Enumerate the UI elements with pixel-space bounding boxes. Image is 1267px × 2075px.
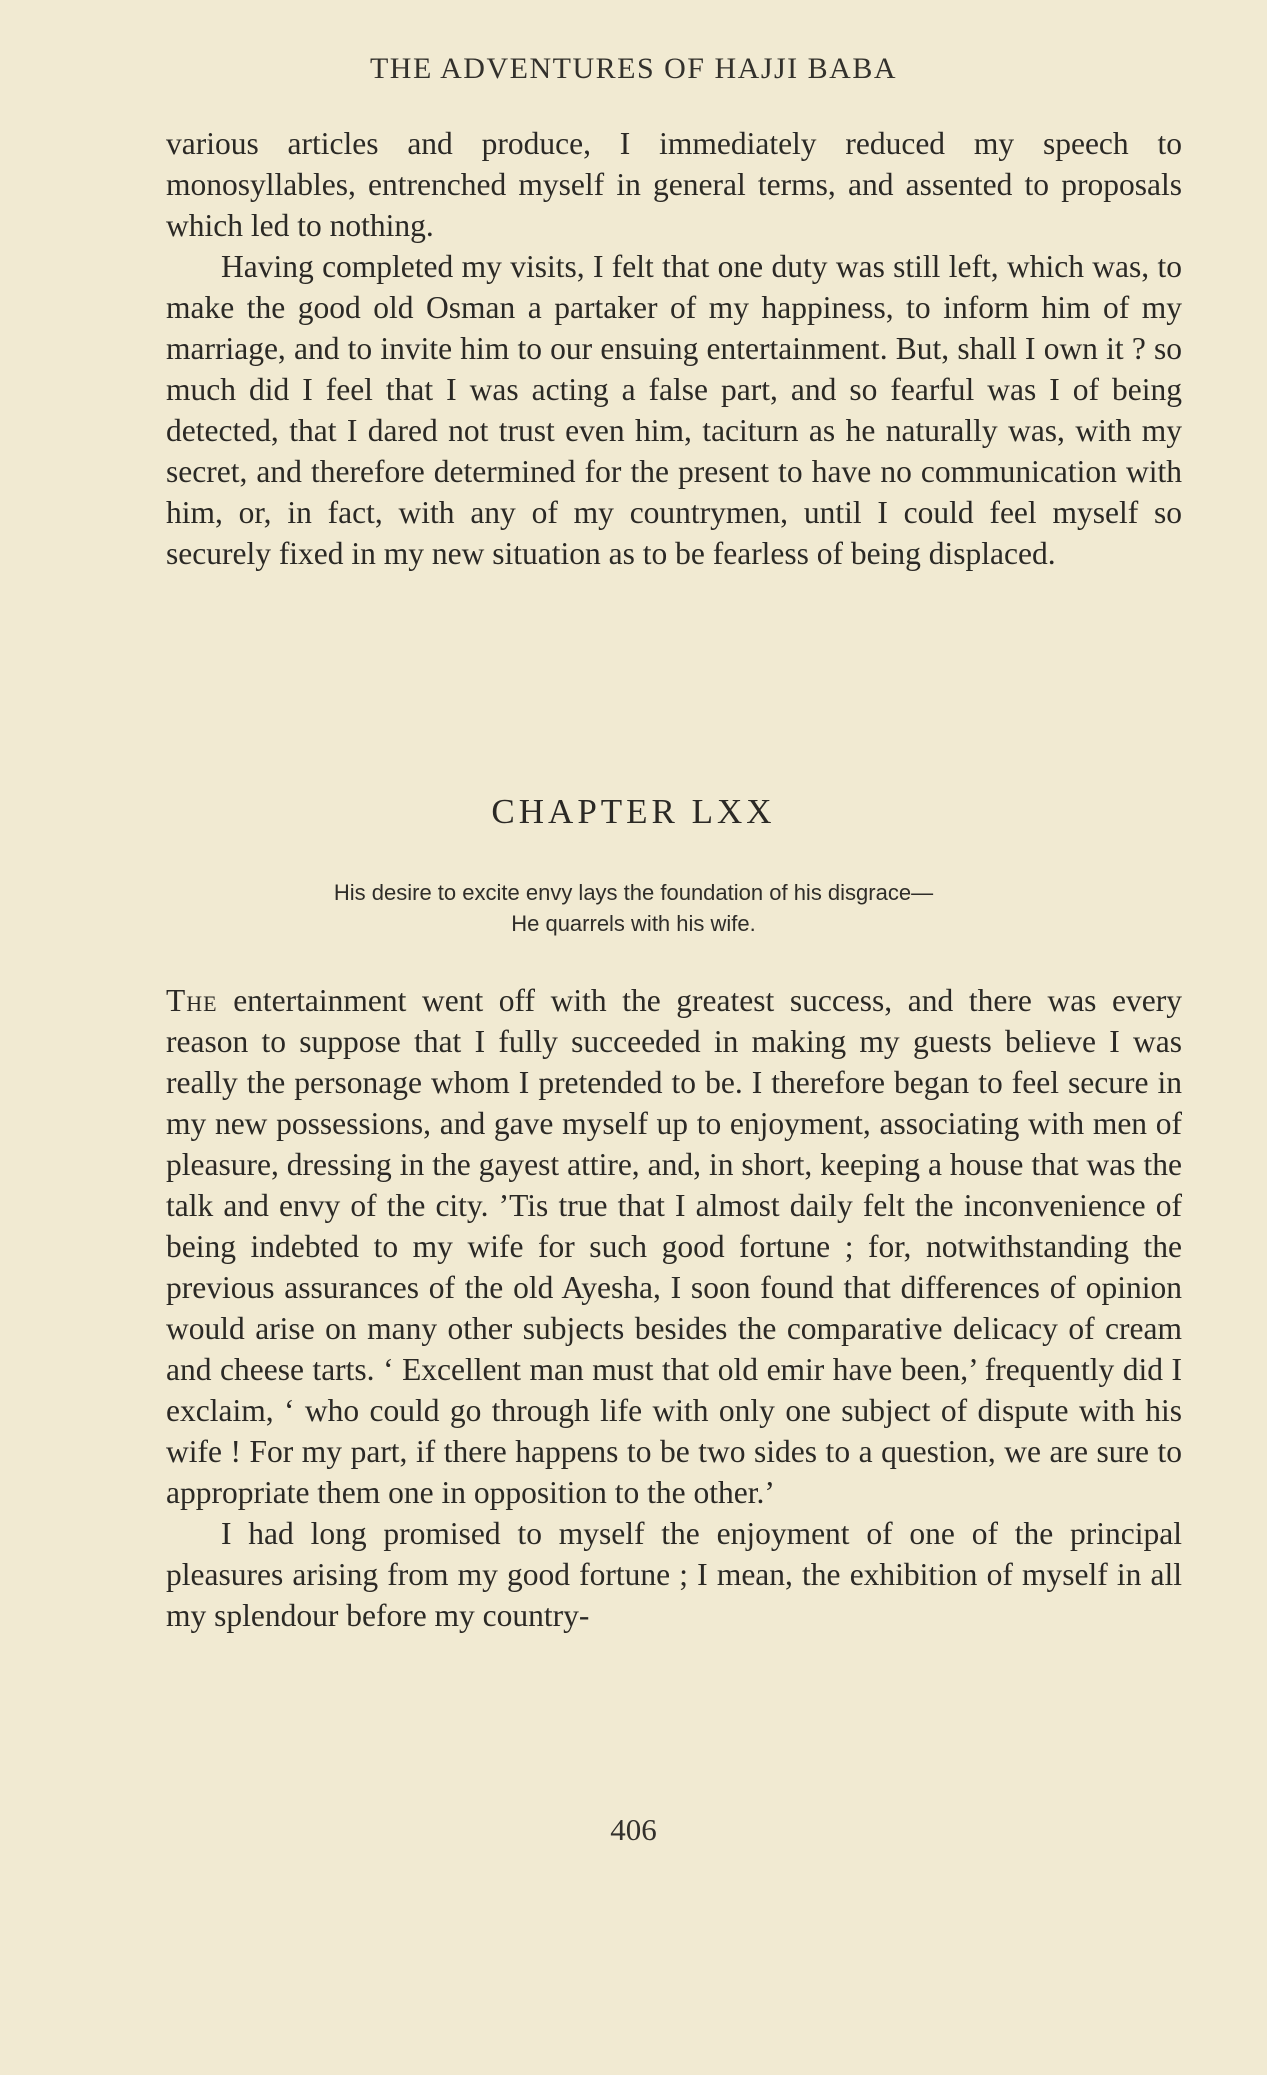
continued-text bbox=[166, 123, 1182, 574]
chapter-summary-line-2: He quarrels with his wife. bbox=[511, 911, 756, 936]
running-head: THE ADVENTURES OF HAJJI BABA bbox=[369, 52, 898, 85]
chapter-summary bbox=[0, 877, 1267, 939]
page-number: 406 bbox=[610, 1812, 657, 1847]
chapter-text bbox=[166, 980, 1182, 1636]
chapter-summary-line-1: His desire to excite envy lays the foundation of his disgrace— bbox=[333, 880, 934, 905]
chapter-paragraph-1 bbox=[166, 980, 1182, 1513]
chapter-title: CHAPTER LXX bbox=[491, 792, 776, 831]
paragraph-visits: Having completed my visits, I felt that one duty was still left, which was, to make the good old Osman a partaker of my happiness, to inform him of my marriage, and to invite him to our ensuing entertainment. But, shall I own it ? so much did I feel that I was acting a false part, and so fearful was I of being detected, that I dared not trust even him, taciturn as he naturally was, with my secret, and therefore determined for the present to have no communication with him, or, in fact, with any of my countrymen, until I could feel myself so securely fixed in my new situation as to be fearless of being displaced. bbox=[166, 249, 1182, 571]
paragraph-continued: various articles and produce, I immediately reduced my speech to monosyllables, entrenched myself in general terms, and assented to proposals which led to nothing. bbox=[166, 126, 1182, 243]
chapter-opening-word: The bbox=[166, 983, 218, 1018]
chapter-paragraph-2: I had long promised to myself the enjoyment of one of the principal pleasures arising from my good fortune ; I mean, the exhibition of myself in all my splendour before my country- bbox=[166, 1516, 1182, 1633]
chapter-paragraph-1-text: entertainment went off with the greatest success, and there was every reason to suppose that I fully succeeded in making my guests believe I was really the personage whom I pretended to be. I therefore began to feel secure in my new possessions, and gave myself up to enjoyment, associating with men of pleasure, dressing in the gayest attire, and, in short, keeping a house that was the talk and envy of the city. ’Tis true that I almost daily felt the inconvenience of being indebted to my wife for such good fortune ; for, notwithstanding the previous assurances of the old Ayesha, I soon found that differences of opinion would arise on many other subjects besides the comparative delicacy of cream and cheese tarts. ‘ Excellent man must that old emir have been,’ frequently did I exclaim, ‘ who could go through life with only one subject of dispute with his wife ! For my part, if there happens to be two sides to a question, we are sure to appropriate them one in opposition to the other.’ bbox=[166, 983, 1182, 1510]
